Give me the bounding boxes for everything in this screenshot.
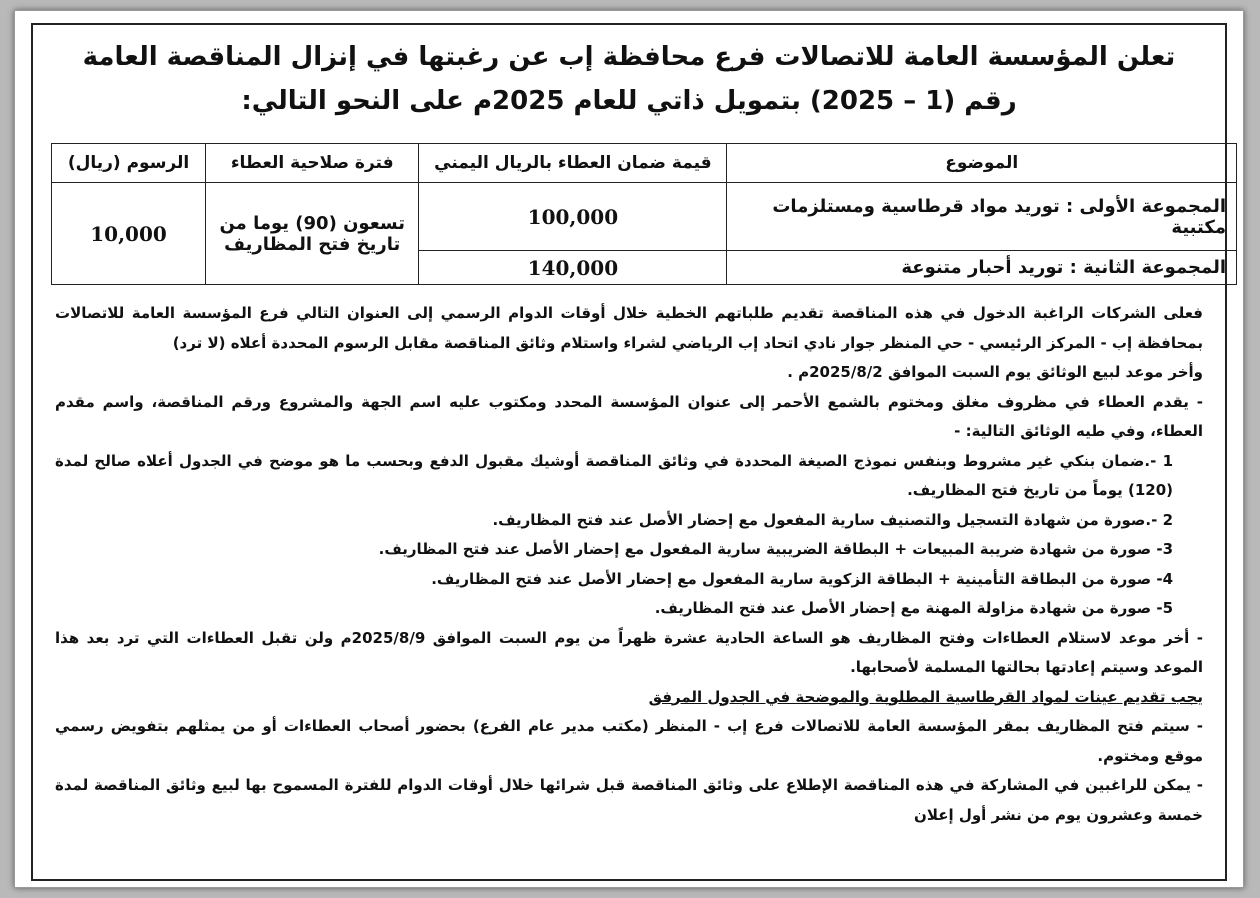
paragraph-samples-note: يجب تقديم عينات لمواد القرطاسية المطلوبة والموضحة في الجدول المرفق — [648, 687, 1203, 706]
list-item: 3- صورة من شهادة ضريبة المبيعات + البطاقة الضريبية سارية المفعول مع إحضار الأصل عند فتح المظاريف. — [378, 540, 1173, 558]
header-guarantee: قيمة ضمان العطاء بالريال اليمني — [419, 144, 727, 183]
row-subject: المجموعة الأولى : توريد مواد قرطاسية ومستلزمات مكتبية — [727, 183, 1237, 251]
paragraph-review-docs: - يمكن للراغبين في المشاركة في هذه المناقصة الإطلاع على وثائق المناقصة قبل شرائها خلال أوقات الدوام للفترة المسموح بها لبيع وثائق المناقصة لمدة خمسة وعشرون يوم من نشر أول إعلان — [55, 776, 1203, 824]
list-item: 5- صورة من شهادة مزاولة المهنة مع إحضار الأصل عند فتح المظاريف. — [654, 599, 1173, 617]
paragraph-opening-deadline: - أخر موعد لاستلام العطاءات وفتح المظاريف هو الساعة الحادية عشرة ظهراً من يوم السبت الموافق 2025/8/9م ولن تقبل العطاءات التي ترد بعد هذا الموعد وسيتم إعادتها بحالتها المسلمة لأصحابها. — [55, 628, 1204, 676]
title-line-1: تعلن المؤسسة العامة للاتصالات فرع محافظة إب عن رغبتها في إنزال المناقصة العامة — [82, 42, 1176, 72]
row-subject: المجموعة الثانية : توريد أحبار متنوعة — [727, 251, 1237, 285]
table-row — [52, 183, 1237, 251]
header-validity: فترة صلاحية العطاء — [206, 144, 419, 183]
paragraph-intro: فعلى الشركات الراغبة الدخول في هذه المناقصة تقديم طلباتهم الخطية خلال أوقات الدوام الرسمي إلى العنوان التالي فرع المؤسسة العامة للاتصالات بمحافظة إب - المركز الرئيسي - حي المنظر جوار نادي اتحاد إب الرياضي لشراء واستلام وثائق المناقصة مقابل الرسوم المحددة أعلاه (لا ترد) — [55, 304, 1203, 352]
fees-cell: 10,000 — [52, 183, 206, 285]
title-line-2: رقم (1 – 2025) بتمويل ذاتي للعام 2025م على النحو التالي: — [241, 86, 1017, 116]
announcement-page — [14, 10, 1244, 888]
paragraph-sale-deadline: وأخر موعد لبيع الوثائق يوم السبت الموافق 2025/8/2م . — [787, 363, 1203, 381]
header-subject: الموضوع — [727, 144, 1237, 183]
list-item: 2 -.صورة من شهادة التسجيل والتصنيف سارية المفعول مع إحضار الأصل عند فتح المظاريف. — [492, 510, 1173, 529]
announcement-body — [55, 299, 1203, 830]
header-fees: الرسوم (ريال) — [52, 144, 206, 183]
row-guarantee: 100,000 — [419, 183, 727, 251]
row-guarantee: 140,000 — [419, 251, 727, 285]
list-item: 4- صورة من البطاقة التأمينية + البطاقة الزكوية سارية المفعول مع إحضار الأصل عند فتح المظاريف. — [431, 569, 1173, 588]
announcement-title — [55, 35, 1203, 123]
validity-cell: تسعون (90) يوما من تاريخ فتح المظاريف — [206, 183, 419, 285]
tender-table — [51, 143, 1237, 285]
paragraph-submission: - يقدم العطاء في مظروف مغلق ومختوم بالشمع الأحمر إلى عنوان المؤسسة المحدد ومكتوب عليه اسم الجهة والمشروع ورقم المناقصة، واسم مقدم العطاء، وفي طيه الوثائق التالية: - — [55, 392, 1203, 440]
paragraph-opening-location: - سيتم فتح المظاريف بمقر المؤسسة العامة للاتصالات فرع إب - المنظر (مكتب مدير عام الفرع) بحضور أصحاب العطاءات أو من يمثلهم بتفويض رسمي موقع ومختوم. — [55, 717, 1203, 765]
table-header-row — [52, 144, 1237, 183]
list-item: 1 -.ضمان بنكي غير مشروط وبنفس نموذج الصيغة المحددة في وثائق المناقصة أوشيك مقبول الدفع وبحسب ما هو موضح في الجدول أعلاه صالح لمدة (120) يوماً من تاريخ فتح المظاريف. — [55, 451, 1173, 499]
